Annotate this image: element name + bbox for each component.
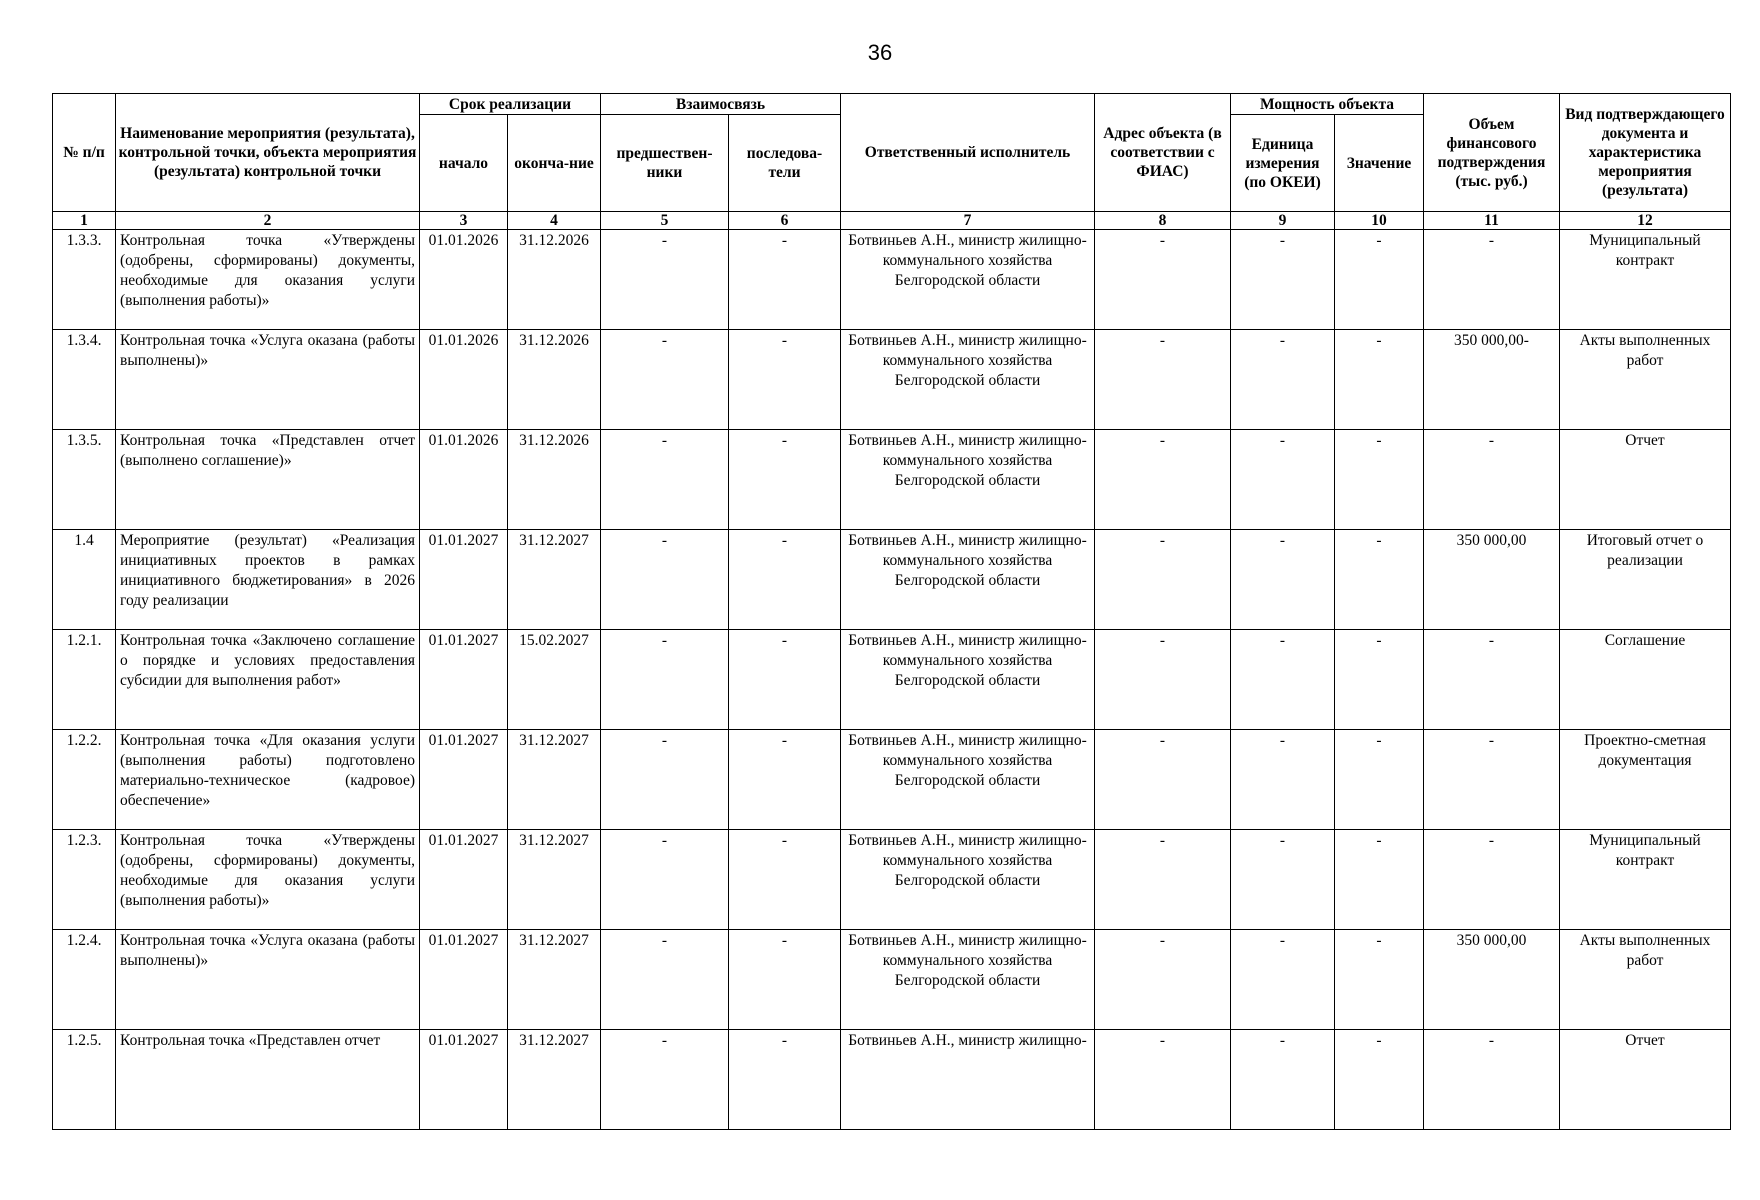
row-number: 1.2.4. xyxy=(53,930,116,1030)
row-end-date: 31.12.2026 xyxy=(508,230,601,330)
header-pred: предшествен-ники xyxy=(601,115,729,212)
row-value: - xyxy=(1335,930,1424,1030)
row-address: - xyxy=(1095,930,1231,1030)
header-obem: Объем финансового подтверждения (тыс. руб.) xyxy=(1424,94,1560,212)
row-unit: - xyxy=(1231,330,1335,430)
row-end-date: 31.12.2027 xyxy=(508,830,601,930)
row-unit: - xyxy=(1231,730,1335,830)
row-address: - xyxy=(1095,730,1231,830)
row-predecessors: - xyxy=(601,830,729,930)
column-number: 8 xyxy=(1095,212,1231,230)
row-number: 1.4 xyxy=(53,530,116,630)
row-successors: - xyxy=(729,530,841,630)
row-number: 1.2.1. xyxy=(53,630,116,730)
row-executor: Ботвиньев А.Н., министр жилищно-коммунального хозяйства Белгородской области xyxy=(841,930,1095,1030)
row-start-date: 01.01.2027 xyxy=(420,930,508,1030)
row-predecessors: - xyxy=(601,930,729,1030)
row-unit: - xyxy=(1231,430,1335,530)
row-executor: Ботвиньев А.Н., министр жилищно-коммунального хозяйства Белгородской области xyxy=(841,430,1095,530)
row-document-type: Соглашение xyxy=(1560,630,1731,730)
row-address: - xyxy=(1095,330,1231,430)
header-end: оконча-ние xyxy=(508,115,601,212)
table-row xyxy=(53,330,1731,430)
column-number: 1 xyxy=(53,212,116,230)
row-predecessors: - xyxy=(601,1030,729,1130)
row-end-date: 31.12.2027 xyxy=(508,930,601,1030)
header-adres: Адрес объекта (в соответствии с ФИАС) xyxy=(1095,94,1231,212)
row-name: Контрольная точка «Для оказания услуги (выполнения работы) подготовлено материально-техническое (кадровое) обеспечение» xyxy=(116,730,420,830)
row-executor: Ботвиньев А.Н., министр жилищно- xyxy=(841,1030,1095,1130)
row-start-date: 01.01.2026 xyxy=(420,330,508,430)
row-end-date: 31.12.2027 xyxy=(508,530,601,630)
row-executor: Ботвиньев А.Н., министр жилищно-коммунального хозяйства Белгородской области xyxy=(841,630,1095,730)
row-start-date: 01.01.2027 xyxy=(420,1030,508,1130)
header-num: № п/п xyxy=(53,94,116,212)
table-row xyxy=(53,630,1731,730)
column-number: 3 xyxy=(420,212,508,230)
row-start-date: 01.01.2027 xyxy=(420,530,508,630)
page-number: 36 xyxy=(867,40,893,65)
header-vid: Вид подтверждающего документа и характеристика мероприятия (результата) xyxy=(1560,94,1731,212)
column-numbers-row xyxy=(53,212,1731,230)
column-number: 4 xyxy=(508,212,601,230)
table-row xyxy=(53,230,1731,330)
row-name: Контрольная точка «Представлен отчет xyxy=(116,1030,420,1130)
row-document-type: Муниципальный контракт xyxy=(1560,230,1731,330)
row-end-date: 31.12.2027 xyxy=(508,1030,601,1130)
header-znach: Значение xyxy=(1335,115,1424,212)
row-predecessors: - xyxy=(601,530,729,630)
row-address: - xyxy=(1095,230,1231,330)
column-number: 5 xyxy=(601,212,729,230)
row-name: Контрольная точка «Утверждены (одобрены, сформированы) документы, необходимые для оказания услуги (выполнения работы)» xyxy=(116,230,420,330)
table-row xyxy=(53,430,1731,530)
column-number: 12 xyxy=(1560,212,1731,230)
row-end-date: 31.12.2026 xyxy=(508,330,601,430)
row-document-type: Итоговый отчет о реализации xyxy=(1560,530,1731,630)
row-address: - xyxy=(1095,430,1231,530)
row-name: Контрольная точка «Заключено соглашение о порядке и условиях предоставления субсидии для выполнения работ» xyxy=(116,630,420,730)
row-number: 1.3.4. xyxy=(53,330,116,430)
row-name: Контрольная точка «Представлен отчет (выполнено соглашение)» xyxy=(116,430,420,530)
row-predecessors: - xyxy=(601,330,729,430)
column-number: 10 xyxy=(1335,212,1424,230)
row-value: - xyxy=(1335,330,1424,430)
row-document-type: Муниципальный контракт xyxy=(1560,830,1731,930)
row-name: Контрольная точка «Услуга оказана (работы выполнены)» xyxy=(116,930,420,1030)
row-executor: Ботвиньев А.Н., министр жилищно-коммунального хозяйства Белгородской области xyxy=(841,330,1095,430)
row-document-type: Проектно-сметная документация xyxy=(1560,730,1731,830)
table-row xyxy=(53,530,1731,630)
header-moshnost: Мощность объекта xyxy=(1231,94,1424,115)
row-address: - xyxy=(1095,630,1231,730)
row-predecessors: - xyxy=(601,630,729,730)
row-address: - xyxy=(1095,1030,1231,1130)
row-end-date: 15.02.2027 xyxy=(508,630,601,730)
row-document-type: Акты выполненных работ xyxy=(1560,330,1731,430)
table-row xyxy=(53,730,1731,830)
row-address: - xyxy=(1095,530,1231,630)
row-value: - xyxy=(1335,530,1424,630)
plan-table xyxy=(52,93,1731,1130)
row-predecessors: - xyxy=(601,230,729,330)
table-row xyxy=(53,930,1731,1030)
column-number: 9 xyxy=(1231,212,1335,230)
row-number: 1.2.2. xyxy=(53,730,116,830)
row-name: Контрольная точка «Утверждены (одобрены, сформированы) документы, необходимые для оказания услуги (выполнения работы)» xyxy=(116,830,420,930)
header-srok: Срок реализации xyxy=(420,94,601,115)
table-row xyxy=(53,1030,1731,1130)
column-number: 7 xyxy=(841,212,1095,230)
row-successors: - xyxy=(729,230,841,330)
row-document-type: Отчет xyxy=(1560,1030,1731,1130)
row-successors: - xyxy=(729,930,841,1030)
row-unit: - xyxy=(1231,1030,1335,1130)
row-finance: - xyxy=(1424,830,1560,930)
row-number: 1.3.5. xyxy=(53,430,116,530)
row-finance: - xyxy=(1424,230,1560,330)
row-end-date: 31.12.2026 xyxy=(508,430,601,530)
row-executor: Ботвиньев А.Н., министр жилищно-коммунального хозяйства Белгородской области xyxy=(841,730,1095,830)
row-finance: 350 000,00 xyxy=(1424,530,1560,630)
row-unit: - xyxy=(1231,230,1335,330)
row-finance: 350 000,00- xyxy=(1424,330,1560,430)
header-posl: последова-тели xyxy=(729,115,841,212)
column-number: 11 xyxy=(1424,212,1560,230)
row-unit: - xyxy=(1231,530,1335,630)
row-unit: - xyxy=(1231,930,1335,1030)
row-predecessors: - xyxy=(601,730,729,830)
column-number: 2 xyxy=(116,212,420,230)
row-successors: - xyxy=(729,430,841,530)
row-value: - xyxy=(1335,630,1424,730)
row-number: 1.3.3. xyxy=(53,230,116,330)
row-document-type: Отчет xyxy=(1560,430,1731,530)
row-successors: - xyxy=(729,830,841,930)
row-name: Мероприятие (результат) «Реализация инициативных проектов в рамках инициативного бюджетирования» в 2026 году реализации xyxy=(116,530,420,630)
header-ispolnitel: Ответственный исполнитель xyxy=(841,94,1095,212)
row-executor: Ботвиньев А.Н., министр жилищно-коммунального хозяйства Белгородской области xyxy=(841,530,1095,630)
row-successors: - xyxy=(729,630,841,730)
row-executor: Ботвиньев А.Н., министр жилищно-коммунального хозяйства Белгородской области xyxy=(841,230,1095,330)
header-start: начало xyxy=(420,115,508,212)
row-start-date: 01.01.2026 xyxy=(420,430,508,530)
row-value: - xyxy=(1335,730,1424,830)
row-successors: - xyxy=(729,1030,841,1130)
row-start-date: 01.01.2027 xyxy=(420,830,508,930)
row-predecessors: - xyxy=(601,430,729,530)
row-start-date: 01.01.2027 xyxy=(420,730,508,830)
row-number: 1.2.5. xyxy=(53,1030,116,1130)
column-number: 6 xyxy=(729,212,841,230)
row-successors: - xyxy=(729,730,841,830)
row-address: - xyxy=(1095,830,1231,930)
row-successors: - xyxy=(729,330,841,430)
row-unit: - xyxy=(1231,830,1335,930)
row-finance: - xyxy=(1424,630,1560,730)
row-document-type: Акты выполненных работ xyxy=(1560,930,1731,1030)
row-executor: Ботвиньев А.Н., министр жилищно-коммунального хозяйства Белгородской области xyxy=(841,830,1095,930)
row-number: 1.2.3. xyxy=(53,830,116,930)
header-name: Наименование мероприятия (результата), контрольной точки, объекта мероприятия (результата) контрольной точки xyxy=(116,94,420,212)
row-value: - xyxy=(1335,430,1424,530)
row-name: Контрольная точка «Услуга оказана (работы выполнены)» xyxy=(116,330,420,430)
row-value: - xyxy=(1335,230,1424,330)
header-edin: Единица измерения (по ОКЕИ) xyxy=(1231,115,1335,212)
row-finance: 350 000,00 xyxy=(1424,930,1560,1030)
row-start-date: 01.01.2026 xyxy=(420,230,508,330)
row-finance: - xyxy=(1424,430,1560,530)
row-start-date: 01.01.2027 xyxy=(420,630,508,730)
table-row xyxy=(53,830,1731,930)
row-end-date: 31.12.2027 xyxy=(508,730,601,830)
row-value: - xyxy=(1335,1030,1424,1130)
row-finance: - xyxy=(1424,1030,1560,1130)
header-vzaimosvyaz: Взаимосвязь xyxy=(601,94,841,115)
row-value: - xyxy=(1335,830,1424,930)
row-unit: - xyxy=(1231,630,1335,730)
row-finance: - xyxy=(1424,730,1560,830)
